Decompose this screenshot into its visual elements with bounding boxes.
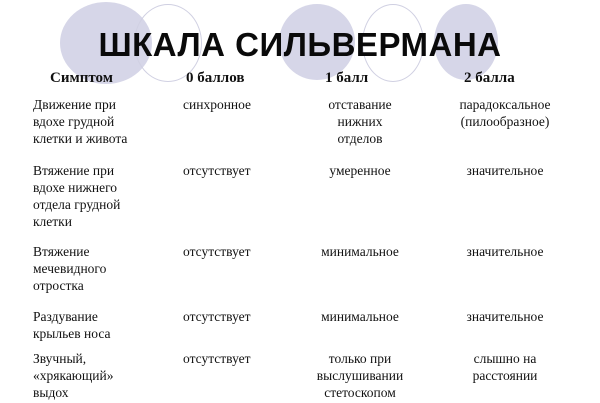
score1-cell: отставание нижних отделов bbox=[328, 97, 392, 146]
symptom-cell: Втяжение при вдохе нижнего отдела грудной клетки bbox=[33, 163, 121, 229]
score1-cell: минимальное bbox=[321, 244, 399, 259]
header-1: 1 балл bbox=[325, 70, 369, 86]
score2-cell: значительное bbox=[466, 309, 544, 324]
header-symptom: Симптом bbox=[50, 70, 113, 86]
score1-cell: минимальное bbox=[321, 309, 399, 324]
header-0: 0 баллов bbox=[186, 70, 245, 86]
score2-cell: значительное bbox=[466, 163, 544, 178]
score0-cell: отсутствует bbox=[183, 163, 251, 178]
symptom-cell: Раздувание крыльев носа bbox=[33, 309, 111, 341]
score0-cell: отсутствует bbox=[183, 309, 251, 324]
score2-cell: слышно на расстоянии bbox=[472, 351, 538, 383]
score1-cell: умеренное bbox=[329, 163, 391, 178]
score2-cell: значительное bbox=[466, 244, 544, 259]
score0-cell: синхронное bbox=[183, 97, 252, 112]
score2-cell: парадоксальное (пилообразное) bbox=[459, 97, 551, 129]
symptom-cell: Звучный, «хрякающий» выдох bbox=[33, 351, 114, 400]
symptom-cell: Втяжение мечевидного отростка bbox=[33, 244, 107, 293]
score0-cell: отсутствует bbox=[183, 244, 251, 259]
score1-cell: только при выслушивании стетоскопом bbox=[316, 351, 404, 400]
page-title: ШКАЛА СИЛЬВЕРМАНА bbox=[98, 26, 502, 63]
score0-cell: отсутствует bbox=[183, 351, 251, 366]
symptom-cell: Движение при вдохе грудной клетки и живота bbox=[33, 97, 128, 146]
header-2: 2 балла bbox=[464, 70, 515, 86]
